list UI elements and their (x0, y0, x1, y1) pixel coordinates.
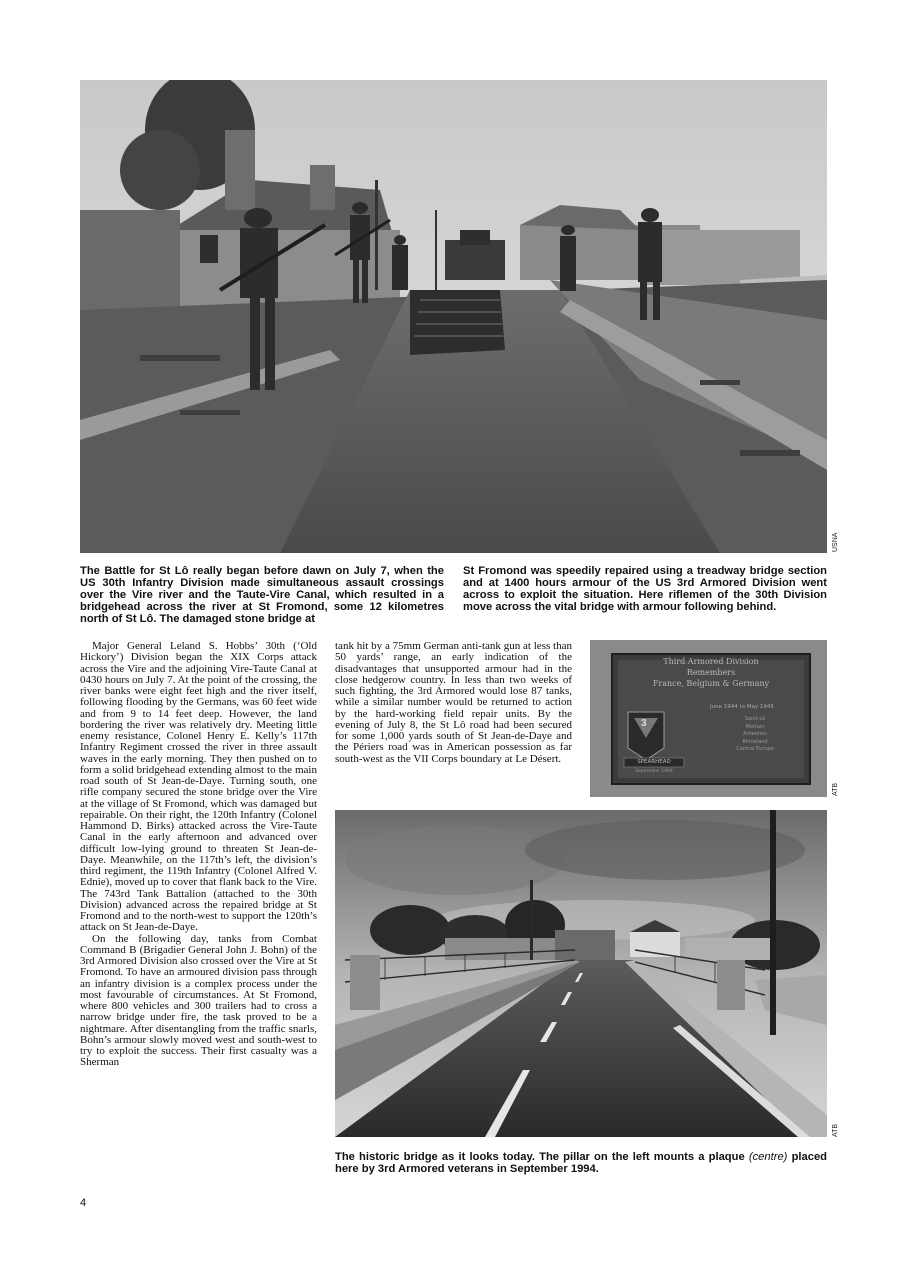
plaque-title: Third Armored Division Remembers France, Belgium & Germany (652, 657, 770, 688)
plaque-battles: Saint-Lô Mortain Ardennes Rhineland Central Europe (736, 716, 774, 752)
main-photo (80, 80, 827, 553)
plaque-photo (590, 640, 827, 797)
plaque-dates: June 1944 to May 1945 (710, 704, 774, 710)
body-paragraph: tank hit by a 75mm German anti-tank gun at less than 50 yards’ range, an early indication of the disadvantages that unsupported armour had in the close hedgerow country. In less than two weeks of such fighting, the 3rd Armored would lose 87 tanks, while a similar number would be returned to action by the hard-working field repair units. By the evening of July 8, the St Lô road had been secured for some 1,000 yards south of St Jean-de-Daye and the Périers road was in American possession as far south-west as the VII Corps boundary at Le Désert. (335, 640, 572, 765)
main-caption-right: St Fromond was speedily repaired using a treadway bridge section and at 1400 hours armour of the US 3rd Armored Division went across to exploit the situation. Here riflemen of the 30th Division move across the vital bridge with armour following behind. (463, 565, 827, 613)
bridge-photo (335, 810, 827, 1137)
body-paragraph: Major General Leland S. Hobbs’ 30th (‘Old Hickory’) Division began the XIX Corps attack across the Vire and the adjoining Vire-Taute Canal at 0430 hours on July 7. At the point of the crossing, the river banks were eight feet high and the river itself, following flooding by the Germans, was 60 feet wide and from 9 to 14 feet deep. However, the land bordering the river was relatively dry. Meeting little enemy resistance, Colonel Henry E. Kelly’s 117th Infantry Regiment crossed the river in three assault waves in the early morning. They then pushed on to form a solid bridgehead extending almost to the main road south of St Jean-de-Daye. Turning south, one rifle company secured the stone bridge over the Vire at the village of St Fromond, which was damaged but repairable. On their right, the 120th Infantry (Colonel Hammond D. Birks) attacked across the Vire-Taute Canal in the early afternoon and advanced over difficult low-lying ground to threaten St Jean-de-Daye. Meanwhile, on the 117th’s left, the division’s third regiment, the 119th Infantry (Colonel Alfred V. Ednie), moved up to cover that flank back to the Vire. The 743rd Tank Battalion (attached to the 30th Division) advanced across the repaired bridge at St Fromond and to the north-west to support the 120th’s attack on St Jean-de-Daye. (80, 640, 317, 934)
body-column-1 (80, 641, 317, 1069)
main-photo-credit: USNA (832, 532, 839, 552)
plaque-bottom-date: September 1994 (635, 769, 673, 774)
bridge-photo-credit: ATB (832, 1123, 839, 1137)
body-column-2 (335, 641, 572, 765)
plaque-badge-number: 3 (641, 718, 647, 729)
page-number: 4 (80, 1197, 87, 1209)
bridge-caption: The historic bridge as it looks today. The pillar on the left mounts a plaque (centre) placed here by 3rd Armored veterans in September 1994. (335, 1151, 828, 1175)
body-paragraph: On the following day, tanks from Combat Command B (Brigadier General John J. Bohn) of the 3rd Armored Division also crossed over the Vire at St Fromond. To have an armoured division pass through an infantry division is a complex process under the most favourable of circumstances. At St Fromond, where 800 vehicles and 300 trailers had to cross a narrow bridge under fire, the task proved to be a nightmare. After disentangling from the traffic snarls, Bohn’s armour slowly moved west and south-west to try to exploit the success. Their first casualty was a Sherman (80, 932, 317, 1069)
plaque-photo-credit: ATB (832, 782, 839, 796)
plaque-banner: SPEARHEAD (637, 759, 671, 765)
main-caption-left: The Battle for St Lô really began before dawn on July 7, when the US 30th Infantry Division made simultaneous assault crossings over the Vire river and the Taute-Vire Canal, which resulted in a bridgehead across the river at St Fromond, some 12 kilometres north of St Lô. The damaged stone bridge at (80, 565, 444, 625)
